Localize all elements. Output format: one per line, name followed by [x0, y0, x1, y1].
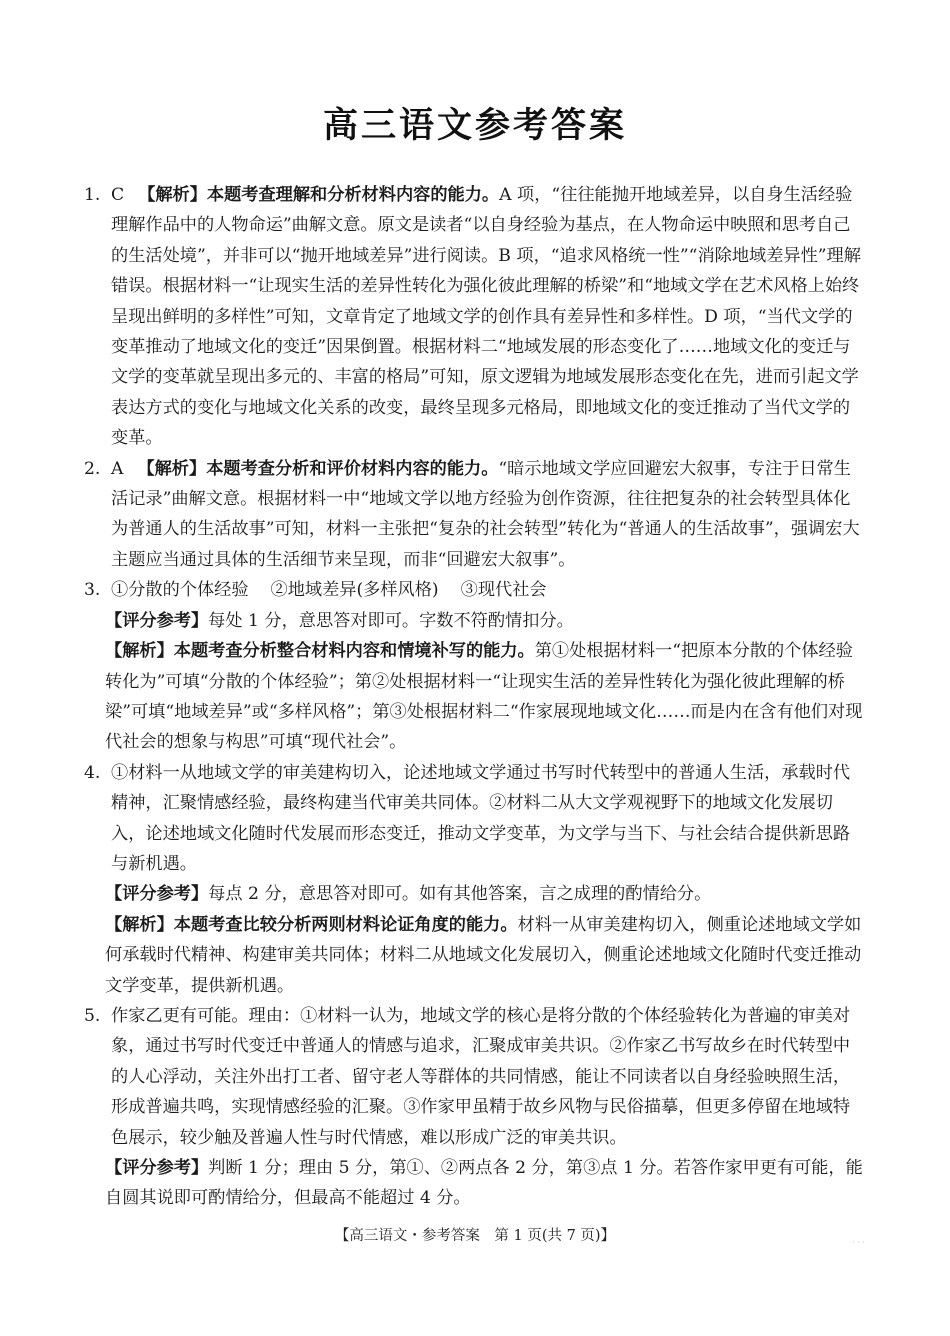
answer-item-2	[84, 454, 866, 576]
analysis-lead: 本题考查分析整合材料内容和情境补写的能力。	[173, 641, 535, 662]
answer-item-3	[84, 575, 866, 605]
analysis-text: 材料一从审美建构切入，侧重论述地域文学如何承载时代精神、构建审美共同体；材料二从地域文化发展切入，侧重论述地域文化随时代变迁推动文学变革，提供新机遇。	[105, 914, 862, 996]
scoring-note-5	[84, 1153, 866, 1214]
answer-choice: A	[111, 458, 124, 479]
scoring-tag: 【评分参考】	[105, 1158, 209, 1178]
answer-list	[84, 180, 866, 1214]
analysis-tag: 【解析】	[105, 914, 174, 935]
question-number: 4.	[84, 762, 101, 783]
analysis-lead: 本题考查理解和分析材料内容的能力。	[206, 185, 500, 205]
fill-answer-2: ②地域差异(多样风格)	[270, 580, 439, 601]
question-number: 3.	[84, 580, 101, 601]
analysis-text: “暗示地域文学应回避宏大叙事，专注于日常生活记录”曲解文意。根据材料一中“地域文学以地方经验为创作资源，往往把复杂的社会转型具体化为普通人的生活故事”可知，材料一主张把“复杂的社会转型”转化为“普通人的生活故事”，强调宏大主题应当通过具体的生活细节来呈现，而非“回避宏大叙事”。	[111, 458, 860, 570]
answer-text: ①材料一从地域文学的审美建构切入，论述地域文学通过书写时代转型中的普通人生活，承载时代精神，汇聚情感经验，最终构建当代审美共同体。②材料二从大文学观视野下的地域文化发展切入，论述地域文化随时代发展而形态变迁，推动文学变革，为文学与当下、与社会结合提供新思路与新机遇。	[111, 762, 851, 874]
analysis-lead: 本题考查比较分析两则材料论证角度的能力。	[173, 914, 518, 935]
page-footer: 【高三语文・参考答案 第 1 页(共 7 页)】	[334, 1228, 616, 1244]
analysis-4	[84, 910, 866, 1001]
scoring-text: 每处 1 分，意思答对即可。字数不符酌情扣分。	[208, 610, 574, 631]
decorative-dots: · · ·	[852, 1238, 865, 1247]
fill-answer-3: ③现代社会	[460, 580, 547, 601]
answer-item-4	[84, 758, 866, 880]
scoring-note-4	[84, 879, 866, 909]
page-title: 高三语文参考答案	[322, 106, 627, 146]
question-number: 1.	[84, 185, 101, 205]
analysis-text: 第①处根据材料一“把原本分散的个体经验转化为”可填“分散的个体经验”；第②处根据材料一“让现实生活的差异性转化为强化彼此理解的桥梁”可填“地域差异”或“多样风格”；第③处根据材料二“作家展现地域文化……而是内在含有他们对现代社会的想象与构思”可填“现代社会”。	[105, 641, 863, 753]
answer-text: 作家乙更有可能。理由：①材料一认为，地域文学的核心是将分散的个体经验转化为普遍的审美对象，通过书写时代变迁中普通人的情感与追求，汇聚成审美共识。②作家乙书写故乡在时代转型中的人心浮动，关注外出打工者、留守老人等群体的共同情感，能让不同读者以自身经验映照生活，形成普遍共鸣，实现情感经验的汇聚。③作家甲虽精于故乡风物与民俗描摹，但更多停留在地域特色展示，较少触及普遍人性与时代情感，难以形成广泛的审美共识。	[111, 1005, 851, 1148]
scoring-text: 每点 2 分，意思答对即可。如有其他答案，言之成理的酌情给分。	[208, 884, 712, 905]
analysis-tag: 【解析】	[105, 641, 174, 662]
question-number: 5.	[84, 1005, 101, 1026]
question-number: 2.	[84, 458, 101, 479]
scoring-tag: 【评分参考】	[105, 610, 209, 631]
scoring-tag: 【评分参考】	[105, 884, 209, 905]
fill-answer-1: ①分散的个体经验	[111, 580, 249, 601]
scoring-text: 判断 1 分；理由 5 分，第①、②两点各 2 分，第③点 1 分。若答作家甲更有可能，能自圆其说即可酌情给分，但最高不能超过 4 分。	[105, 1158, 863, 1209]
answer-item-5	[84, 1001, 866, 1153]
answer-item-1	[84, 180, 866, 454]
analysis-text: A 项，“往往能抛开地域差异，以自身生活经验理解作品中的人物命运”曲解文意。原文是读者“以自身经验为基点，在人物命运中映照和思考自己的生活处境”，并非可以“抛开地域差异”进行阅读。B 项，“追求风格统一性”“消除地域差异性”理解错误。根据材料一“让现实生活的差异性转化为强化彼此理解的桥梁”和“地域文学在艺术风格上始终呈现出鲜明的多样性”可知，文章肯定了地域文学的创作具有差异性和多样性。D 项，“当代文学的变革推动了地域文化的变迁”因果倒置。根据材料二“地域发展的形态变化了……地域文化的变迁与文学的变革就呈现出多元的、丰富的格局”可知，原文逻辑为地域发展形态变化在先，进而引起文学表达方式的变化与地域文化关系的改变，最终呈现多元格局，即地域文化的变迁推动了当代文学的变革。	[111, 185, 861, 449]
answer-choice: C	[111, 185, 125, 205]
scoring-note-3	[84, 606, 866, 636]
analysis-lead: 本题考查分析和评价材料内容的能力。	[206, 458, 499, 479]
analysis-tag: 【解析】	[138, 185, 207, 205]
analysis-tag: 【解析】	[137, 458, 207, 479]
analysis-3	[84, 636, 866, 758]
